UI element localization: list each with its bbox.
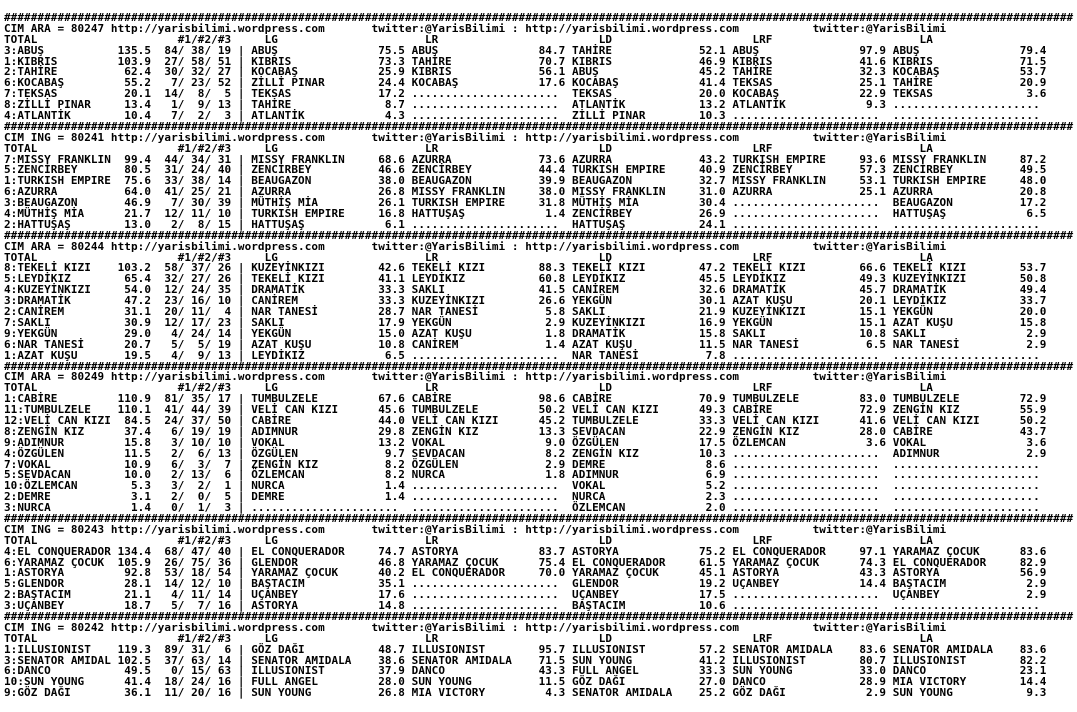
horse-row: 2:HATTUŞAŞ 13.0 2/ 8/ 15 | HATTUŞAŞ 6.1 ...................... HATTUŞAŞ 24.1 ...................... ...................... — [4, 217, 1047, 231]
section-title-line: CIM ARA = 80247 http://yarisbilimi.wordpress.com twitter:@YarisBilimi : http://yarisbilimi.wordpress.com twitter:@YarisBilimi — [4, 21, 947, 35]
separator-line: ################################################################################################################################################################ — [4, 119, 1074, 133]
horse-row: 7:MISSY FRANKLIN 99.4 44/ 34/ 31 | MISSY FRANKLIN 68.6 AZURRA 73.6 AZURRA 43.2 TURKISH EMPIRE 93.6 MISSY FRANKLIN 87.2 — [4, 152, 1047, 166]
horse-row: 3:ABUŞ 135.5 84/ 38/ 19 | ABUŞ 75.5 ABUŞ 84.7 TAHİRE 52.1 ABUŞ 97.9 ABUŞ 79.4 — [4, 43, 1047, 57]
horse-row: 11:TUMBULZELE 110.1 41/ 44/ 39 | VELİ CAN KIZI 45.6 TUMBULZELE 50.2 VELİ CAN KIZI 49.3 CABİRE 72.9 ZENGİN KIZ 55.9 — [4, 403, 1047, 417]
horse-row: 5:SEVDACAN 10.0 2/ 13/ 6 | ÖZLEMCAN 8.2 NURCA 1.8 ADIMNUR 6.9 ...................... ...................... — [4, 468, 1047, 482]
horse-row: 1:CABİRE 110.9 81/ 35/ 17 | TUMBULZELE 67.6 CABİRE 98.6 CABİRE 70.9 TUMBULZELE 83.0 TUMBULZELE 72.9 — [4, 392, 1047, 406]
race-section-80247 — [4, 13, 1077, 122]
horse-row: 4:MÜTHİŞ MİA 21.7 12/ 11/ 10 | TURKISH EMPIRE 16.8 HATTUŞAŞ 1.4 ZENCİRBEY 26.9 ...................... HATTUŞAŞ 6.5 — [4, 207, 1047, 221]
horse-row: 12:VELİ CAN KIZI 84.5 24/ 37/ 50 | CABİRE 44.0 VELİ CAN KIZI 45.2 TUMBULZELE 33.3 VELİ CAN KIZI 41.6 VELİ CAN KIZI 50.2 — [4, 413, 1047, 427]
horse-row: 10:SUN YOUNG 41.4 18/ 24/ 16 | FULL ANGEL 28.0 SUN YOUNG 11.5 GÖZ DAĞI 27.0 DANCO 28.9 MIA VICTORY 14.4 — [4, 675, 1047, 689]
horse-row: 3:UÇANBEY 18.7 5/ 7/ 16 | ASTORYA 14.8 ...................... BAŞTACIM 10.6 ...................... ...................... — [4, 599, 1047, 613]
column-header-line: TOTAL #1/#2/#3 LG LR LD LRF LA — [4, 141, 933, 155]
column-header-line: TOTAL #1/#2/#3 LG LR LD LRF LA — [4, 631, 933, 645]
race-section-80241 — [4, 119, 1077, 231]
horse-row: 7:SAKLI 30.9 12/ 17/ 23 | SAKLI 17.9 YEKGÜN 2.9 KUZEYİNKIZI 16.9 YEKGÜN 15.1 AZAT KUŞU 15.8 — [4, 315, 1047, 329]
horse-row: 3:SENATOR AMIDAL 102.5 37/ 63/ 14 | SENATOR AMIDALA 38.6 SENATOR AMIDALA 71.5 SUN YOUNG 41.2 ILLUSIONIST 80.7 ILLUSIONIST 82.2 — [4, 653, 1047, 667]
horse-row: 9:YEKGÜN 29.0 4/ 24/ 14 | YEKGÜN 15.0 AZAT KUŞU 1.8 DRAMATİK 15.8 SAKLI 10.8 SAKLI 2.9 — [4, 326, 1047, 340]
horse-row: 3:DRAMATİK 47.2 23/ 16/ 10 | CANİREM 33.3 KUZEYİNKIZI 26.6 YEKGÜN 30.1 AZAT KUŞU 20.1 LEYDİKIZ 33.7 — [4, 294, 1047, 308]
horse-row: 6:NAR TANESİ 20.7 5/ 5/ 19 | AZAT KUŞU 10.8 CANİREM 1.4 AZAT KUŞU 11.5 NAR TANESİ 6.5 NAR TANESİ 2.9 — [4, 337, 1047, 351]
horse-row: 2:CANİREM 31.1 20/ 11/ 4 | NAR TANESİ 28.7 NAR TANESİ 5.8 SAKLI 21.9 KUZEYİNKIZI 15.1 YEKGÜN 20.0 — [4, 305, 1047, 319]
separator-line: ################################################################################################################################################################ — [4, 609, 1074, 623]
race-section-80244 — [4, 228, 1077, 362]
horse-row: 6:KOCABAŞ 55.2 7/ 23/ 52 | ZİLLİ PINAR 24.4 KOCABAŞ 17.6 KOCABAŞ 41.4 TEKSAS 25.1 TAHİRE 20.9 — [4, 76, 1047, 90]
column-header-line: TOTAL #1/#2/#3 LG LR LD LRF LA — [4, 533, 933, 547]
column-header-line: TOTAL #1/#2/#3 LG LR LD LRF LA — [4, 32, 933, 46]
horse-row: 1:ILLUSIONIST 119.3 89/ 31/ 6 | GÖZ DAĞI 48.7 ILLUSIONIST 95.7 ILLUSIONIST 57.2 SENATOR AMIDALA 83.6 SENATOR AMIDALA 83.6 — [4, 642, 1047, 656]
separator-line: ################################################################################################################################################################ — [4, 228, 1074, 242]
horse-row: 7:VOKAL 10.9 6/ 3/ 7 | ZENGİN KIZ 8.2 ÖZGÜLEN 2.9 DEMRE 8.6 ...................... ...................... — [4, 457, 1047, 471]
race-section-80249 — [4, 359, 1077, 515]
horse-row: 1:ASTORYA 92.8 53/ 18/ 54 | YARAMAZ ÇOCUK 40.2 EL CONQUERADOR 70.0 YARAMAZ ÇOCUK 45.1 ASTORYA 43.3 ASTORYA 56.9 — [4, 566, 1047, 580]
section-title-line: CIM ING = 80242 http://yarisbilimi.wordpress.com twitter:@YarisBilimi : http://yarisbilimi.wordpress.com twitter:@YarisBilimi — [4, 620, 947, 634]
horse-row: 1:KIBRIS 103.9 27/ 58/ 51 | KIBRIS 73.3 TAHİRE 70.7 KIBRIS 46.9 KIBRIS 41.6 KIBRIS 71.5 — [4, 54, 1047, 68]
horse-row: 4:ÖZGÜLEN 11.5 2/ 6/ 13 | ÖZGÜLEN 9.7 SEVDACAN 8.2 ZENGİN KIZ 10.3 ...................... ADIMNUR 2.9 — [4, 446, 1047, 460]
horse-row: 1:TURKISH EMPIRE 75.6 33/ 38/ 14 | BEAUGAZON 38.0 BEAUGAZON 39.9 BEAUGAZON 32.7 MISSY FRANKLIN 53.1 TURKISH EMPIRE 48.0 — [4, 174, 1047, 188]
horse-row: 5:GLENDOR 28.1 14/ 12/ 10 | BAŞTACIM 35.1 ...................... GLENDOR 19.2 UÇANBEY 14.4 BAŞTACIM 2.9 — [4, 577, 1047, 591]
horse-row: 6:AZURRA 64.0 41/ 25/ 21 | AZURRA 26.8 MISSY FRANKLIN 38.0 MISSY FRANKLIN 31.0 AZURRA 25.1 AZURRA 20.8 — [4, 185, 1047, 199]
horse-row: 4:KUZEYİNKIZI 54.0 12/ 24/ 35 | DRAMATİK 33.3 SAKLI 41.5 CANİREM 32.6 DRAMATİK 45.7 DRAMATİK 49.4 — [4, 283, 1047, 297]
horse-row: 6:DANCO 49.5 0/ 15/ 63 | ILLUSIONIST 37.9 DANCO 43.3 FULL ANGEL 33.3 SUN YOUNG 33.0 DANCO 23.1 — [4, 664, 1047, 678]
section-title-line: CIM ARA = 80244 http://yarisbilimi.wordpress.com twitter:@YarisBilimi : http://yarisbilimi.wordpress.com twitter:@YarisBilimi — [4, 239, 947, 253]
race-section-80243 — [4, 511, 1077, 613]
column-header-line: TOTAL #1/#2/#3 LG LR LD LRF LA — [4, 381, 933, 395]
horse-row: 8:TEKELİ KIZI 103.2 58/ 37/ 26 | KUZEYİNKIZI 42.6 TEKELİ KIZI 88.3 TEKELİ KIZI 47.2 TEKELİ KIZI 66.6 TEKELİ KIZI 53.7 — [4, 261, 1047, 275]
horse-row: 2:BAŞTACIM 21.1 4/ 11/ 14 | UÇANBEY 17.6 ...................... UÇANBEY 17.5 ...................... UÇANBEY 2.9 — [4, 588, 1047, 602]
race-section-80242 — [4, 609, 1077, 700]
horse-row: 2:TAHİRE 62.4 30/ 32/ 27 | KOCABAŞ 25.9 KIBRIS 56.1 ABUŞ 45.2 TAHİRE 32.3 KOCABAŞ 53.7 — [4, 65, 1047, 79]
separator-line: ################################################################################################################################################################ — [4, 359, 1074, 373]
horse-row: 9:GÖZ DAĞI 36.1 11/ 20/ 16 | SUN YOUNG 26.8 MIA VICTORY 4.3 SENATOR AMIDALA 25.2 GÖZ DAĞI 2.9 SUN YOUNG 9.3 — [4, 686, 1047, 700]
horse-row: 4:EL CONQUERADOR 134.4 68/ 47/ 40 | EL CONQUERADOR 74.7 ASTORYA 83.7 ASTORYA 75.2 EL CONQUERADOR 97.1 YARAMAZ ÇOCUK 83.6 — [4, 544, 1047, 558]
horse-row: 10:ÖZLEMCAN 5.3 3/ 2/ 1 | NURCA 1.4 ...................... VOKAL 5.2 ...................... ...................... — [4, 479, 1047, 493]
separator-line: ################################################################################################################################################################ — [4, 11, 1074, 24]
horse-row: 9:ADIMNUR 15.8 3/ 10/ 10 | VOKAL 13.2 VOKAL 9.0 ÖZGÜLEN 17.5 ÖZLEMCAN 3.6 VOKAL 3.6 — [4, 435, 1047, 449]
horse-row: 4:ATLANTİK 10.4 7/ 2/ 3 | ATLANTİK 4.3 ...................... ZİLLİ PINAR 10.3 ...................... ...................... — [4, 109, 1047, 123]
section-title-line: CIM ARA = 80249 http://yarisbilimi.wordpress.com twitter:@YarisBilimi : http://yarisbilimi.wordpress.com twitter:@YarisBilimi — [4, 370, 947, 384]
horse-row: 5:LEYDİKIZ 65.4 32/ 27/ 26 | TEKELİ KIZI 41.1 LEYDİKIZ 60.8 LEYDİKIZ 45.5 LEYDİKIZ 49.3 KUZEYİNKIZI 50.8 — [4, 272, 1047, 286]
separator-line: ################################################################################################################################################################ — [4, 511, 1074, 525]
horse-row: 3:BEAUGAZON 46.9 7/ 30/ 39 | MÜTHİŞ MİA 26.1 TURKISH EMPIRE 31.8 MÜTHİŞ MİA 30.4 ...................... BEAUGAZON 17.2 — [4, 196, 1047, 210]
horse-row: 3:NURCA 1.4 0/ 1/ 3 | ...................... ...................... ÖZLEMCAN 2.0 ...................... ...................... — [4, 501, 1047, 515]
horse-row: 8:ZİLLİ PINAR 13.4 1/ 9/ 13 | TAHİRE 8.7 ...................... ATLANTİK 13.2 ATLANTİK 9.3 ...................... — [4, 98, 1047, 112]
horse-row: 6:YARAMAZ ÇOCUK 105.9 26/ 75/ 36 | GLENDOR 46.8 YARAMAZ ÇOCUK 75.4 EL CONQUERADOR 61.5 YARAMAZ ÇOCUK 74.3 EL CONQUERADOR 82.9 — [4, 555, 1047, 569]
section-title-line: CIM ING = 80243 http://yarisbilimi.wordpress.com twitter:@YarisBilimi : http://yarisbilimi.wordpress.com twitter:@YarisBilimi — [4, 522, 947, 536]
horse-row: 1:AZAT KUŞU 19.5 4/ 9/ 13 | LEYDİKIZ 6.5 ...................... NAR TANESİ 7.8 ...................... ...................... — [4, 348, 1047, 362]
horse-row: 2:DEMRE 3.1 2/ 0/ 5 | DEMRE 1.4 ...................... NURCA 2.3 ...................... ...................... — [4, 490, 1047, 504]
horse-row: 8:ZENGİN KIZ 37.4 6/ 19/ 19 | ADIMNUR 29.8 ZENGİN KIZ 13.3 SEVDACAN 22.9 ZENGİN KIZ 28.0 CABİRE 43.7 — [4, 424, 1047, 438]
column-header-line: TOTAL #1/#2/#3 LG LR LD LRF LA — [4, 250, 933, 264]
section-title-line: CIM ING = 80241 http://yarisbilimi.wordpress.com twitter:@YarisBilimi : http://yarisbilimi.wordpress.com twitter:@YarisBilimi — [4, 130, 947, 144]
horse-row: 7:TEKSAS 20.1 14/ 8/ 5 | TEKSAS 17.2 ...................... TEKSAS 20.0 KOCABAŞ 22.9 TEKSAS 3.6 — [4, 87, 1047, 101]
horse-row: 5:ZENCİRBEY 80.5 31/ 24/ 40 | ZENCİRBEY 46.6 ZENCİRBEY 44.4 TURKISH EMPIRE 40.9 ZENCİRBEY 57.3 ZENCİRBEY 49.5 — [4, 163, 1047, 177]
